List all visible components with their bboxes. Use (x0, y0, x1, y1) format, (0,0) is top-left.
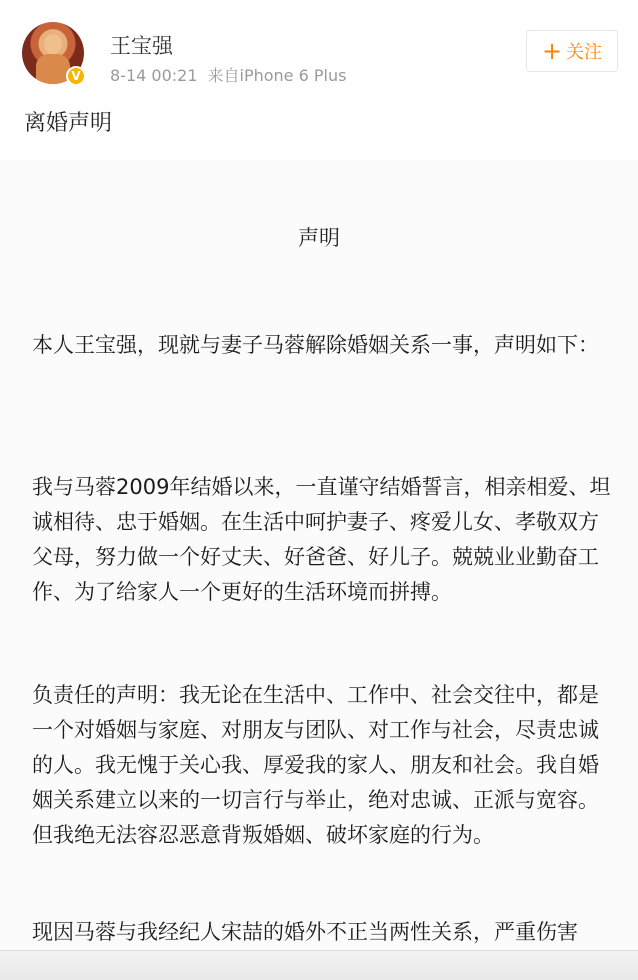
statement-heading: 声明 (298, 226, 340, 250)
user-name[interactable]: 王宝强 (110, 34, 173, 58)
statement-paragraph: 本人王宝强，现就与妻子马蓉解除婚姻关系一事，声明如下： (32, 333, 599, 357)
post-source: 来自iPhone 6 Plus (207, 66, 347, 85)
post-header (0, 0, 638, 100)
post-text: 离婚声明 (24, 111, 113, 136)
verified-badge-icon: V (66, 66, 86, 86)
bottom-toolbar (0, 950, 638, 980)
timestamp: 8-14 00:21 (110, 66, 198, 85)
statement-paragraph: 负责任的声明：我无论在生活中、工作中、社会交往中，都是一个对婚姻与家庭、对朋友与团队、对工作与社会，尽责忠诚的人。我无愧于关心我、厚爱我的家人、朋友和社会。我自婚姻关系建立以来的一切言行与举止，绝对忠诚、正派与宽容。但我绝无法容忍恶意背叛婚姻、破坏家庭的行为。 (32, 683, 599, 847)
statement-image[interactable] (0, 160, 638, 979)
avatar-body (36, 54, 70, 84)
post-meta (110, 63, 346, 86)
follow-label: 关注 (566, 42, 603, 63)
statement-paragraph: 现因马蓉与我经纪人宋喆的婚外不正当两性关系，严重伤害 (32, 920, 578, 944)
plus-icon: + (541, 37, 563, 65)
avatar-face (44, 34, 62, 54)
follow-button[interactable] (526, 30, 618, 72)
statement-paragraph: 我与马蓉2009年结婚以来，一直谨守结婚誓言，相亲相爱、坦诚相待、忠于婚姻。在生活中呵护妻子、疼爱儿女、孝敬双方父母，努力做一个好丈夫、好爸爸、好儿子。兢兢业业勤奋工作、为了给家人一个更好的生活环境而拼搏。 (32, 475, 611, 604)
